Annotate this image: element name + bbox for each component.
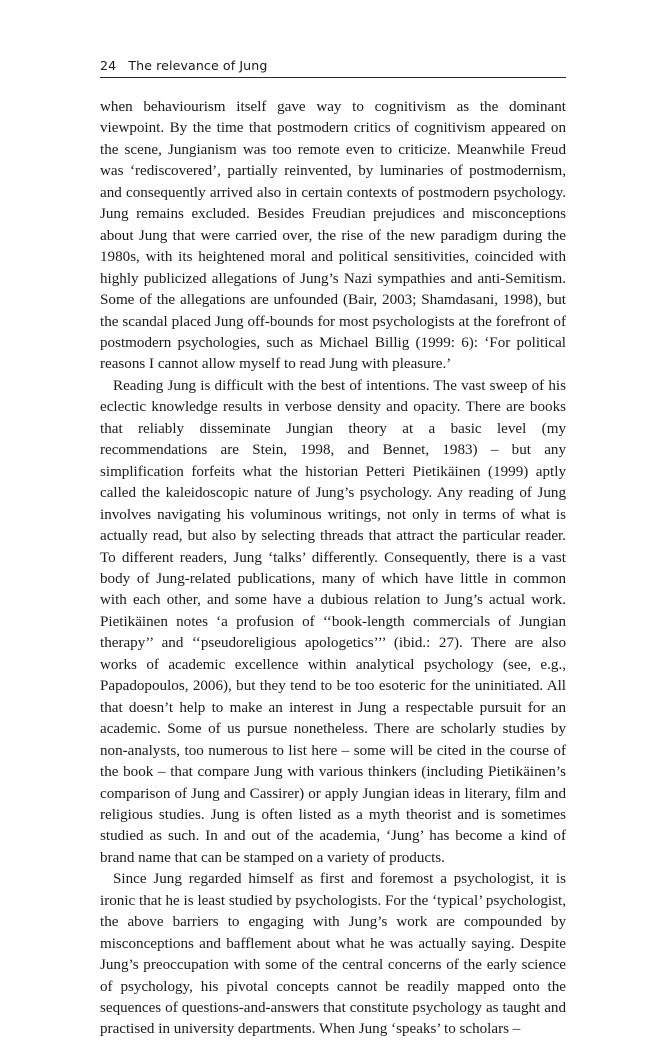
body-text <box>100 97 566 1041</box>
running-head <box>100 58 566 78</box>
paragraph-continued: when behaviourism itself gave way to cognitivism as the dominant viewpoint. By the time that postmodern critics of cognitivism appeared on the scene, Jungianism was too remote even to criticize. Meanwhile Freud was ‘rediscovered’, partially reinvented, by luminaries of postmodernism, and consequently arrived also in certain contexts of postmodern psychology. Jung remains excluded. Besides Freudian prejudices and misconceptions about Jung that were carried over, the rise of the new paradigm during the 1980s, with its heightened moral and political sensitivities, coincided with highly publicized allegations of Jung’s Nazi sympathies and anti-Semitism. Some of the allegations are unfounded (Bair, 2003; Shamdasani, 1998), but the scandal placed Jung off-bounds for most psychologists at the forefront of postmodern psychologies, such as Michael Billig (1999: 6): ‘For political reasons I cannot allow myself to read Jung with pleasure.’ <box>100 99 566 373</box>
chapter-title: The relevance of Jung <box>128 58 268 73</box>
book-page <box>100 58 566 1041</box>
page-number: 24 <box>100 58 117 73</box>
paragraph: Since Jung regarded himself as first and foremost a psychologist, it is ironic that he is least studied by psychologists. For the ‘typical’ psychologist, the above barriers to engaging with Jung’s work are compounded by misconceptions and bafflement about what he was actually saying. Despite Jung’s preoccupation with some of the central concerns of the early science of psychology, his pivotal concepts cannot be readily mapped onto the sequences of questions-and-answers that constitute psychology as taught and practised in university departments. When Jung ‘speaks’ to scholars – <box>100 871 566 1038</box>
paragraph: Reading Jung is difficult with the best of intentions. The vast sweep of his eclectic knowledge results in verbose density and opacity. There are books that reliably disseminate Jungian theory at a basic level (my recommendations are Stein, 1998, and Bennet, 1983) – but any simplification forfeits what the historian Petteri Pietikäinen (1999) aptly called the kaleidoscopic nature of Jung’s psychology. Any reading of Jung involves navigating his voluminous writings, not only in terms of what is actually read, but also by selecting threads that attract the particular reader. To different readers, Jung ‘talks’ differently. Consequently, there is a vast body of Jung-related publications, many of which have little in common with each other, and some have a dubious relation to Jung’s actual work. Pietikäinen notes ‘a profusion of ‘‘book-length commercials of Jungian therapy’’ and ‘‘pseudoreligious apologetics’’’ (ibid.: 27). There are also works of academic excellence within analytical psychology (see, e.g., Papadopoulos, 2006), but they tend to be too esoteric for the uninitiated. All that doesn’t help to make an interest in Jung a respectable pursuit for an academic. Some of us pursue nonetheless. There are scholarly studies by non-analysts, too numerous to list here – some will be cited in the course of the book – that compare Jung with various thinkers (including Pietikäinen’s comparison of Jung and Cassirer) or apply Jungian ideas in literary, film and religious studies. Jung is often listed as a myth theorist and is sometimes studied as such. In and out of the academia, ‘Jung’ has become a kind of brand name that can be stamped on a variety of products. <box>100 377 566 866</box>
